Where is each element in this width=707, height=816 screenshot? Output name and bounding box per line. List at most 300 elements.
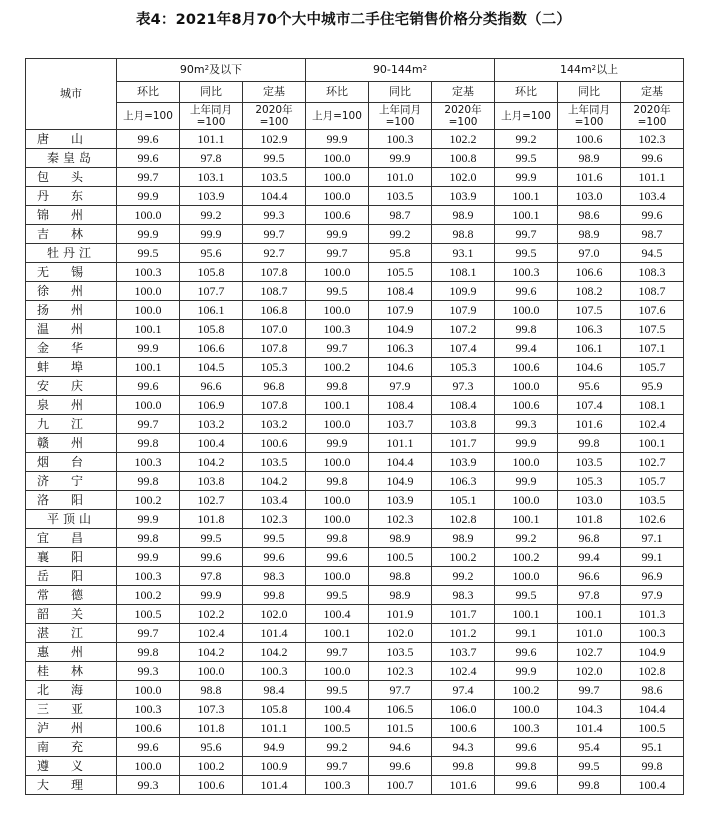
index-value: 102.6 bbox=[621, 510, 684, 529]
table-row bbox=[26, 168, 684, 187]
index-value: 99.8 bbox=[558, 776, 621, 795]
index-value: 99.5 bbox=[117, 244, 180, 263]
index-value: 105.8 bbox=[180, 263, 243, 282]
index-value: 105.1 bbox=[432, 491, 495, 510]
index-value: 97.9 bbox=[369, 377, 432, 396]
index-value: 98.9 bbox=[558, 149, 621, 168]
index-value: 107.9 bbox=[369, 301, 432, 320]
table-row bbox=[26, 453, 684, 472]
index-value: 98.8 bbox=[180, 681, 243, 700]
city-name: 宜昌 bbox=[26, 529, 117, 548]
sub-header: 同比 bbox=[180, 82, 243, 103]
index-value: 100.0 bbox=[117, 206, 180, 225]
table-row bbox=[26, 738, 684, 757]
index-value: 100.1 bbox=[495, 206, 558, 225]
index-value: 99.6 bbox=[495, 776, 558, 795]
city-name: 九江 bbox=[26, 415, 117, 434]
index-value: 102.0 bbox=[243, 605, 306, 624]
index-value: 99.9 bbox=[369, 149, 432, 168]
index-value: 94.6 bbox=[369, 738, 432, 757]
sub-header: 同比 bbox=[369, 82, 432, 103]
index-value: 109.9 bbox=[432, 282, 495, 301]
index-value: 105.8 bbox=[243, 700, 306, 719]
index-value: 106.5 bbox=[369, 700, 432, 719]
index-value: 108.1 bbox=[432, 263, 495, 282]
group-header-medium: $90-144m^2$ bbox=[306, 59, 495, 82]
index-value: 99.8 bbox=[621, 757, 684, 776]
index-value: 100.2 bbox=[117, 491, 180, 510]
index-value: 99.6 bbox=[243, 548, 306, 567]
index-value: 100.0 bbox=[306, 453, 369, 472]
index-value: 108.1 bbox=[621, 396, 684, 415]
index-value: 101.9 bbox=[369, 605, 432, 624]
index-value: 108.4 bbox=[369, 396, 432, 415]
city-name: 蚌埠 bbox=[26, 358, 117, 377]
index-value: 99.7 bbox=[558, 681, 621, 700]
index-value: 100.6 bbox=[432, 719, 495, 738]
index-value: 100.0 bbox=[495, 301, 558, 320]
index-value: 100.8 bbox=[432, 149, 495, 168]
table-row bbox=[26, 643, 684, 662]
index-value: 102.7 bbox=[180, 491, 243, 510]
index-value: 100.0 bbox=[117, 282, 180, 301]
index-value: 102.8 bbox=[621, 662, 684, 681]
index-value: 104.2 bbox=[243, 643, 306, 662]
index-value: 107.3 bbox=[180, 700, 243, 719]
index-value: 95.8 bbox=[369, 244, 432, 263]
index-value: 99.1 bbox=[495, 624, 558, 643]
index-value: 107.7 bbox=[180, 282, 243, 301]
index-value: 94.3 bbox=[432, 738, 495, 757]
index-value: 103.5 bbox=[243, 453, 306, 472]
index-value: 102.0 bbox=[369, 624, 432, 643]
index-value: 107.2 bbox=[432, 320, 495, 339]
index-value: 100.6 bbox=[495, 396, 558, 415]
index-value: 104.4 bbox=[621, 700, 684, 719]
index-value: 104.9 bbox=[369, 472, 432, 491]
index-value: 98.8 bbox=[369, 567, 432, 586]
index-value: 103.0 bbox=[558, 491, 621, 510]
index-value: 106.8 bbox=[243, 301, 306, 320]
index-value: 105.3 bbox=[432, 358, 495, 377]
index-value: 100.0 bbox=[306, 149, 369, 168]
index-value: 101.3 bbox=[621, 605, 684, 624]
index-value: 107.8 bbox=[243, 263, 306, 282]
index-value: 99.6 bbox=[117, 377, 180, 396]
city-name: 秦皇岛 bbox=[26, 149, 117, 168]
index-value: 100.0 bbox=[117, 681, 180, 700]
index-value: 95.6 bbox=[180, 244, 243, 263]
table-row bbox=[26, 358, 684, 377]
index-value: 103.7 bbox=[369, 415, 432, 434]
index-value: 98.9 bbox=[369, 586, 432, 605]
index-value: 100.3 bbox=[621, 624, 684, 643]
index-value: 100.0 bbox=[495, 700, 558, 719]
table-row bbox=[26, 491, 684, 510]
index-value: 100.6 bbox=[180, 776, 243, 795]
index-value: 99.7 bbox=[495, 225, 558, 244]
table-row bbox=[26, 415, 684, 434]
index-value: 99.8 bbox=[117, 643, 180, 662]
index-value: 102.0 bbox=[432, 168, 495, 187]
city-name: 无锡 bbox=[26, 263, 117, 282]
city-name: 遵义 bbox=[26, 757, 117, 776]
index-value: 99.9 bbox=[117, 339, 180, 358]
index-value: 101.1 bbox=[621, 168, 684, 187]
index-value: 99.9 bbox=[306, 434, 369, 453]
index-value: 99.6 bbox=[621, 206, 684, 225]
base-header: 上年同月=100 bbox=[558, 103, 621, 130]
city-name: 济宁 bbox=[26, 472, 117, 491]
index-value: 103.9 bbox=[180, 187, 243, 206]
sub-header: 定基 bbox=[432, 82, 495, 103]
index-value: 100.1 bbox=[621, 434, 684, 453]
index-value: 100.0 bbox=[306, 301, 369, 320]
index-value: 104.6 bbox=[369, 358, 432, 377]
index-value: 99.9 bbox=[180, 586, 243, 605]
index-value: 101.4 bbox=[243, 776, 306, 795]
table-row bbox=[26, 757, 684, 776]
city-name: 大理 bbox=[26, 776, 117, 795]
index-value: 100.3 bbox=[243, 662, 306, 681]
base-header: 2020年=100 bbox=[432, 103, 495, 130]
index-value: 104.4 bbox=[369, 453, 432, 472]
index-value: 99.5 bbox=[495, 149, 558, 168]
index-value: 100.1 bbox=[306, 624, 369, 643]
index-value: 103.4 bbox=[243, 491, 306, 510]
city-name: 吉林 bbox=[26, 225, 117, 244]
city-name: 牡丹江 bbox=[26, 244, 117, 263]
sub-header: 定基 bbox=[243, 82, 306, 103]
city-name: 唐山 bbox=[26, 130, 117, 149]
index-value: 100.6 bbox=[117, 719, 180, 738]
index-value: 100.6 bbox=[306, 206, 369, 225]
index-value: 99.9 bbox=[306, 225, 369, 244]
index-value: 100.0 bbox=[306, 510, 369, 529]
index-value: 99.3 bbox=[117, 776, 180, 795]
city-name: 韶关 bbox=[26, 605, 117, 624]
base-header: 上年同月=100 bbox=[369, 103, 432, 130]
city-name: 桂林 bbox=[26, 662, 117, 681]
index-value: 105.3 bbox=[243, 358, 306, 377]
index-value: 104.4 bbox=[243, 187, 306, 206]
index-value: 101.0 bbox=[369, 168, 432, 187]
table-row bbox=[26, 472, 684, 491]
city-name: 平顶山 bbox=[26, 510, 117, 529]
index-value: 99.5 bbox=[243, 149, 306, 168]
index-value: 102.3 bbox=[243, 510, 306, 529]
index-value: 99.6 bbox=[369, 757, 432, 776]
price-index-table bbox=[25, 58, 684, 795]
index-value: 107.8 bbox=[243, 396, 306, 415]
index-value: 99.9 bbox=[117, 510, 180, 529]
index-value: 99.5 bbox=[180, 529, 243, 548]
index-value: 97.8 bbox=[180, 567, 243, 586]
index-value: 100.0 bbox=[495, 491, 558, 510]
table-row bbox=[26, 548, 684, 567]
index-value: 99.5 bbox=[306, 681, 369, 700]
index-value: 99.5 bbox=[495, 244, 558, 263]
table-row bbox=[26, 586, 684, 605]
index-value: 102.4 bbox=[180, 624, 243, 643]
index-value: 103.7 bbox=[432, 643, 495, 662]
index-value: 99.9 bbox=[117, 548, 180, 567]
index-value: 99.6 bbox=[117, 738, 180, 757]
index-value: 100.0 bbox=[495, 567, 558, 586]
table-row bbox=[26, 662, 684, 681]
index-value: 99.3 bbox=[495, 415, 558, 434]
index-value: 99.5 bbox=[558, 757, 621, 776]
index-value: 100.1 bbox=[117, 358, 180, 377]
index-value: 99.8 bbox=[117, 472, 180, 491]
sub-header: 环比 bbox=[117, 82, 180, 103]
index-value: 100.2 bbox=[117, 586, 180, 605]
base-header: 2020年=100 bbox=[621, 103, 684, 130]
table-row bbox=[26, 700, 684, 719]
index-value: 100.7 bbox=[369, 776, 432, 795]
city-name: 湛江 bbox=[26, 624, 117, 643]
index-value: 99.9 bbox=[306, 130, 369, 149]
index-value: 100.3 bbox=[369, 130, 432, 149]
table-row bbox=[26, 282, 684, 301]
index-value: 100.2 bbox=[306, 358, 369, 377]
index-value: 103.5 bbox=[558, 453, 621, 472]
index-value: 103.8 bbox=[180, 472, 243, 491]
table-row bbox=[26, 605, 684, 624]
index-value: 102.3 bbox=[369, 510, 432, 529]
city-name: 金华 bbox=[26, 339, 117, 358]
index-value: 99.6 bbox=[180, 548, 243, 567]
index-value: 108.7 bbox=[243, 282, 306, 301]
city-name: 包头 bbox=[26, 168, 117, 187]
index-value: 102.7 bbox=[621, 453, 684, 472]
index-value: 99.9 bbox=[495, 472, 558, 491]
index-value: 97.4 bbox=[432, 681, 495, 700]
city-name: 扬州 bbox=[26, 301, 117, 320]
index-value: 100.0 bbox=[306, 263, 369, 282]
city-name: 惠州 bbox=[26, 643, 117, 662]
index-value: 104.3 bbox=[558, 700, 621, 719]
index-value: 106.3 bbox=[558, 320, 621, 339]
index-value: 108.3 bbox=[621, 263, 684, 282]
index-value: 99.7 bbox=[306, 339, 369, 358]
index-value: 100.2 bbox=[495, 681, 558, 700]
index-value: 100.6 bbox=[558, 130, 621, 149]
index-value: 101.4 bbox=[558, 719, 621, 738]
index-value: 99.6 bbox=[117, 130, 180, 149]
index-value: 96.8 bbox=[243, 377, 306, 396]
index-value: 106.1 bbox=[180, 301, 243, 320]
index-value: 95.6 bbox=[180, 738, 243, 757]
index-value: 100.0 bbox=[306, 567, 369, 586]
index-value: 99.5 bbox=[306, 282, 369, 301]
index-value: 99.8 bbox=[306, 377, 369, 396]
index-value: 107.8 bbox=[243, 339, 306, 358]
index-value: 103.9 bbox=[369, 491, 432, 510]
table-row bbox=[26, 187, 684, 206]
index-value: 100.0 bbox=[117, 757, 180, 776]
index-value: 102.2 bbox=[432, 130, 495, 149]
index-value: 105.7 bbox=[621, 472, 684, 491]
index-value: 108.2 bbox=[558, 282, 621, 301]
index-value: 99.4 bbox=[495, 339, 558, 358]
index-value: 100.0 bbox=[306, 168, 369, 187]
index-value: 99.8 bbox=[495, 757, 558, 776]
index-value: 100.2 bbox=[432, 548, 495, 567]
index-value: 108.4 bbox=[432, 396, 495, 415]
index-value: 101.7 bbox=[432, 434, 495, 453]
index-value: 103.8 bbox=[432, 415, 495, 434]
index-value: 100.1 bbox=[495, 605, 558, 624]
table-row bbox=[26, 567, 684, 586]
index-value: 99.6 bbox=[117, 149, 180, 168]
index-value: 99.9 bbox=[180, 225, 243, 244]
index-value: 101.7 bbox=[432, 605, 495, 624]
index-value: 104.5 bbox=[180, 358, 243, 377]
index-value: 100.1 bbox=[117, 320, 180, 339]
sub-header: 定基 bbox=[621, 82, 684, 103]
index-value: 101.1 bbox=[369, 434, 432, 453]
index-value: 98.7 bbox=[621, 225, 684, 244]
index-value: 99.9 bbox=[117, 187, 180, 206]
base-header: 上月=100 bbox=[495, 103, 558, 130]
index-value: 100.0 bbox=[306, 491, 369, 510]
index-value: 99.3 bbox=[117, 662, 180, 681]
index-value: 106.1 bbox=[558, 339, 621, 358]
index-value: 99.5 bbox=[243, 529, 306, 548]
table-row bbox=[26, 624, 684, 643]
index-value: 97.0 bbox=[558, 244, 621, 263]
index-value: 99.6 bbox=[495, 738, 558, 757]
index-value: 97.3 bbox=[432, 377, 495, 396]
index-value: 107.1 bbox=[621, 339, 684, 358]
index-value: 99.7 bbox=[117, 624, 180, 643]
index-value: 101.6 bbox=[558, 415, 621, 434]
index-value: 99.7 bbox=[117, 415, 180, 434]
city-name: 安庆 bbox=[26, 377, 117, 396]
index-value: 100.0 bbox=[306, 415, 369, 434]
index-value: 105.7 bbox=[621, 358, 684, 377]
index-value: 98.4 bbox=[243, 681, 306, 700]
index-value: 99.1 bbox=[621, 548, 684, 567]
index-value: 99.6 bbox=[306, 548, 369, 567]
index-value: 108.7 bbox=[621, 282, 684, 301]
index-value: 99.8 bbox=[495, 320, 558, 339]
index-value: 99.5 bbox=[495, 586, 558, 605]
table-row bbox=[26, 339, 684, 358]
index-value: 100.3 bbox=[117, 567, 180, 586]
base-header: 上月=100 bbox=[306, 103, 369, 130]
index-value: 100.5 bbox=[621, 719, 684, 738]
table-row bbox=[26, 149, 684, 168]
index-value: 99.9 bbox=[117, 225, 180, 244]
index-value: 93.1 bbox=[432, 244, 495, 263]
index-value: 96.9 bbox=[621, 567, 684, 586]
city-name: 锦州 bbox=[26, 206, 117, 225]
index-value: 106.0 bbox=[432, 700, 495, 719]
index-value: 100.4 bbox=[180, 434, 243, 453]
base-header: 上年同月=100 bbox=[180, 103, 243, 130]
city-name: 岳阳 bbox=[26, 567, 117, 586]
index-value: 103.5 bbox=[369, 187, 432, 206]
index-value: 100.2 bbox=[180, 757, 243, 776]
sub-header: 环比 bbox=[495, 82, 558, 103]
index-value: 103.1 bbox=[180, 168, 243, 187]
index-value: 99.7 bbox=[243, 225, 306, 244]
index-value: 103.5 bbox=[243, 168, 306, 187]
index-value: 100.3 bbox=[306, 776, 369, 795]
index-value: 99.6 bbox=[495, 643, 558, 662]
index-value: 104.9 bbox=[369, 320, 432, 339]
index-value: 100.1 bbox=[306, 396, 369, 415]
city-name: 赣州 bbox=[26, 434, 117, 453]
index-value: 101.8 bbox=[180, 510, 243, 529]
index-value: 100.0 bbox=[180, 662, 243, 681]
index-value: 92.7 bbox=[243, 244, 306, 263]
index-value: 96.8 bbox=[558, 529, 621, 548]
index-value: 102.8 bbox=[432, 510, 495, 529]
table-row bbox=[26, 206, 684, 225]
index-value: 100.5 bbox=[306, 719, 369, 738]
index-value: 100.5 bbox=[117, 605, 180, 624]
index-value: 102.4 bbox=[621, 415, 684, 434]
index-value: 107.6 bbox=[621, 301, 684, 320]
index-value: 107.0 bbox=[243, 320, 306, 339]
group-header-small: $90m^2$及以下 bbox=[117, 59, 306, 82]
index-value: 99.6 bbox=[495, 282, 558, 301]
city-name: 南充 bbox=[26, 738, 117, 757]
city-name: 北海 bbox=[26, 681, 117, 700]
index-value: 100.0 bbox=[117, 301, 180, 320]
city-name: 泸州 bbox=[26, 719, 117, 738]
table-row bbox=[26, 263, 684, 282]
index-value: 99.2 bbox=[369, 225, 432, 244]
group-header-large: $144m^2$以上 bbox=[495, 59, 684, 82]
index-value: 99.8 bbox=[117, 529, 180, 548]
index-value: 98.6 bbox=[558, 206, 621, 225]
index-value: 107.5 bbox=[621, 320, 684, 339]
table-row bbox=[26, 434, 684, 453]
index-value: 100.3 bbox=[117, 453, 180, 472]
index-value: 99.2 bbox=[495, 130, 558, 149]
index-value: 95.6 bbox=[558, 377, 621, 396]
index-value: 100.6 bbox=[243, 434, 306, 453]
index-value: 100.3 bbox=[117, 700, 180, 719]
index-value: 99.2 bbox=[432, 567, 495, 586]
index-value: 97.1 bbox=[621, 529, 684, 548]
index-value: 107.4 bbox=[432, 339, 495, 358]
index-value: 97.8 bbox=[180, 149, 243, 168]
index-value: 99.9 bbox=[495, 434, 558, 453]
index-value: 104.9 bbox=[621, 643, 684, 662]
index-value: 100.9 bbox=[243, 757, 306, 776]
city-name: 三亚 bbox=[26, 700, 117, 719]
index-value: 101.8 bbox=[558, 510, 621, 529]
city-name: 襄阳 bbox=[26, 548, 117, 567]
table-row bbox=[26, 510, 684, 529]
index-value: 100.1 bbox=[495, 510, 558, 529]
index-value: 108.4 bbox=[369, 282, 432, 301]
index-value: 98.3 bbox=[243, 567, 306, 586]
index-value: 99.8 bbox=[558, 434, 621, 453]
index-value: 99.9 bbox=[495, 662, 558, 681]
index-value: 100.4 bbox=[306, 700, 369, 719]
index-value: 103.9 bbox=[432, 453, 495, 472]
index-value: 101.5 bbox=[369, 719, 432, 738]
index-value: 100.2 bbox=[495, 548, 558, 567]
index-value: 102.2 bbox=[180, 605, 243, 624]
index-value: 95.4 bbox=[558, 738, 621, 757]
